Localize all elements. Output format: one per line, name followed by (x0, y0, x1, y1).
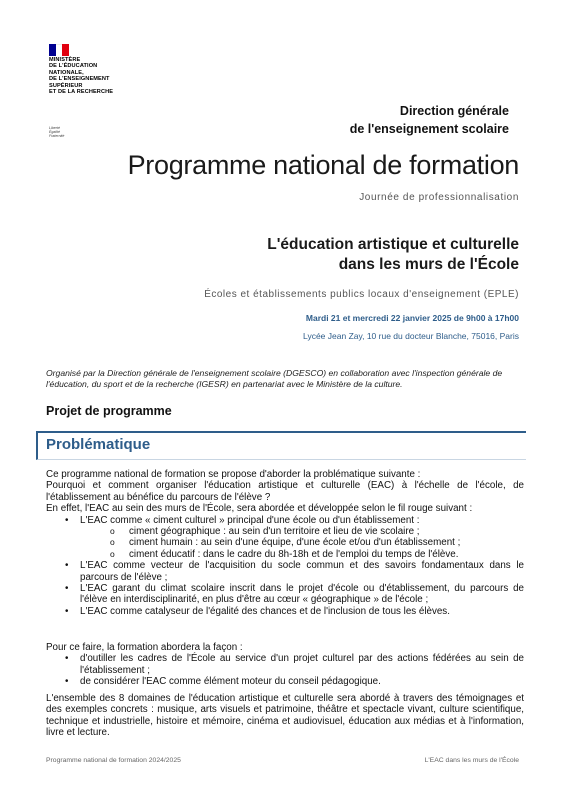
organisation-note: Organisé par la Direction générale de l'enseignement scolaire (DGESCO) en collaboration avec l'inspection générale de l'éducation, du sport et de la recherche (IGESR) en partenariat avec le Ministère de la culture. (46, 368, 503, 390)
ministry-logo (40, 40, 128, 138)
problematique-body (46, 469, 524, 617)
bullet-item: • L'EAC comme catalyseur de l'égalité des chances et de l'inclusion de tous les élèves. (46, 606, 524, 617)
sub-bullet-list (80, 526, 524, 560)
intro-line-1: Ce programme national de formation se propose d'aborder la problématique suivante : (46, 469, 421, 480)
target-public: Écoles et établissements publics locaux d'enseignement (EPLE) (204, 289, 519, 300)
bullet-item (46, 515, 524, 561)
sub-bullet-item: o ciment géographique : au sein d'un territoire et lieu de vie scolaire ; (80, 526, 524, 537)
direction-line-2: de l'enseignement scolaire (349, 122, 509, 136)
bullet-item: • L'EAC garant du climat scolaire inscrit dans le projet d'école ou d'établissement, du parcours de l'élève en interdisciplinarité, en plus d'être au cœur « géographique » de l'école ; (46, 583, 524, 606)
main-bullet-list (46, 515, 524, 618)
pour-bullet-list (46, 653, 524, 687)
flag-white (56, 44, 63, 58)
theme-line-1: L'éducation artistique et culturelle (267, 236, 519, 253)
flag-red (62, 44, 69, 56)
intro-line-3: En effet, l'EAC au sein des murs de l'École, sera abordée et développée selon le fil rouge suivant : (46, 503, 473, 515)
section-heading-projet: Projet de programme (46, 404, 172, 418)
domains-paragraph: L'ensemble des 8 domaines de l'éducation artistique et culturelle sera abordé à travers des témoignages et des exemples concrets : musique, arts visuels et patrimoine, théâtre et spectacle vivant, culture scientifique, technique et industrielle, histoire et mémoire, cinéma et audiovisuel, éducation aux médias et à l'information, livre et lecture. (46, 693, 524, 739)
footer-right: L'EAC dans les murs de l'École (424, 757, 519, 764)
marianne-flag-icon (49, 44, 69, 56)
ministry-name: MINISTÈRE DE L'ÉDUCATION NATIONALE, DE L'ENSEIGNEMENT SUPÉRIEUR ET DE LA RECHERCHE (49, 57, 114, 96)
pour-bullet-item: • de considérer l'EAC comme élément moteur du conseil pédagogique. (46, 676, 524, 687)
page-title: Programme national de formation (127, 150, 519, 180)
pour-bullet-item: • d'outiller les cadres de l'École au service d'un projet culturel par des actions fédérées au sein de l'établissement ; (46, 653, 524, 676)
pour-intro: Pour ce faire, la formation abordera la façon : (46, 642, 243, 653)
flag-blue (49, 44, 56, 56)
event-address: Lycée Jean Zay, 10 rue du docteur Blanche, 75016, Paris (303, 331, 519, 341)
footer-left: Programme national de formation 2024/2025 (46, 757, 181, 764)
intro-line-2: Pourquoi et comment organiser l'éducation artistique et culturelle (EAC) à l'échelle de l'école, de l'établissement au bénéfice du parcours de l'élève ? (46, 480, 524, 503)
section-title-problematique: Problématique (46, 436, 151, 453)
bullet-text: L'EAC comme « ciment culturel » principal d'une école ou d'un établissement : (80, 514, 420, 526)
event-date: Mardi 21 et mercredi 22 janvier 2025 de 9h00 à 17h00 (305, 313, 519, 323)
page-subtitle: Journée de professionnalisation (359, 192, 519, 203)
pour-ce-faire-block (46, 642, 524, 688)
republic-motto: Liberté Égalité Fraternité (49, 126, 65, 138)
sub-bullet-item: o ciment éducatif : dans le cadre du 8h-18h et de l'emploi du temps de l'élève. (80, 549, 524, 560)
bullet-item: • L'EAC comme vecteur de l'acquisition du socle commun et des savoirs fondamentaux dans le parcours de l'élève ; (46, 560, 524, 583)
theme-line-2: dans les murs de l'École (338, 256, 519, 273)
sub-bullet-item: o ciment humain : au sein d'une équipe, d'une école et/ou d'un établissement ; (80, 537, 524, 548)
direction-line-1: Direction générale (399, 104, 509, 118)
